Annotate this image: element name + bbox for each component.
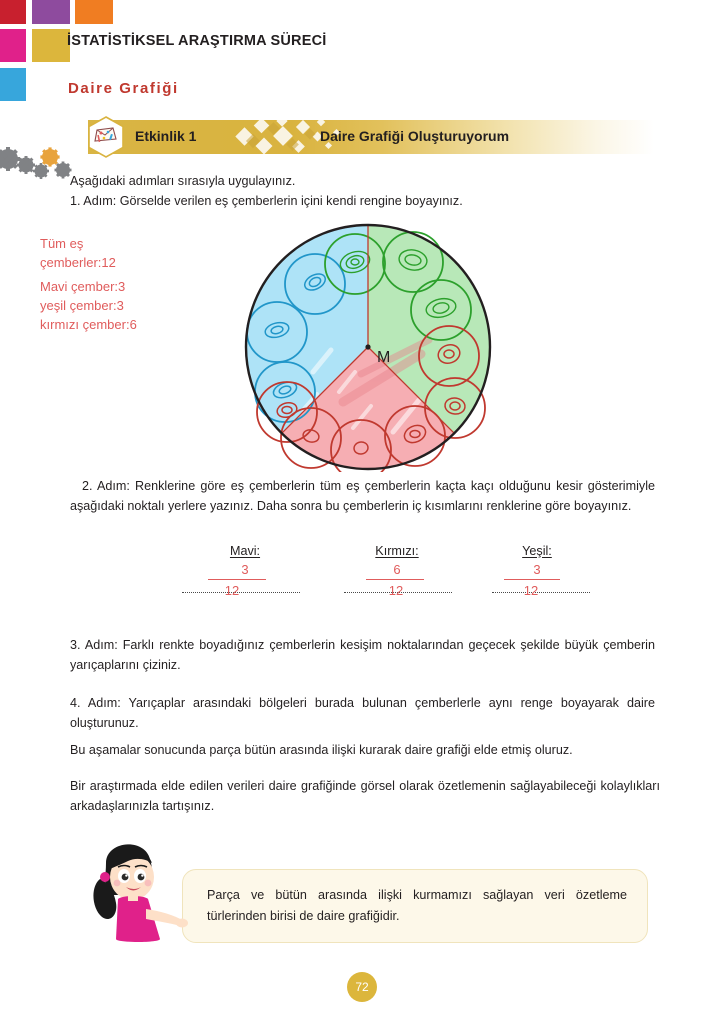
annotation-line-4: yeşil çember:3 xyxy=(40,298,124,313)
fraction-denominator-yesil[interactable]: 12 xyxy=(523,583,539,598)
activity-number-label: Etkinlik 1 xyxy=(135,128,197,144)
color-block-blue xyxy=(0,68,26,101)
page-title: Daire Grafiği xyxy=(68,80,179,97)
activity-badge-icon xyxy=(84,115,128,159)
pie-chart-diagram xyxy=(243,222,493,472)
activity-banner xyxy=(88,120,654,154)
step-4-text: 4. Adım: Yarıçaplar arasındaki bölgeleri burada bulunan çemberlerle aynı renge boyayarak daire oluşturunuz. xyxy=(70,696,655,730)
fraction-group-kirmizi xyxy=(322,544,472,602)
fraction-label-mavi: Mavi: xyxy=(229,544,261,558)
callout-bubble xyxy=(182,869,648,943)
color-block-red xyxy=(0,0,26,24)
center-point xyxy=(365,344,370,349)
color-block-gold xyxy=(32,29,70,62)
color-block-pink xyxy=(0,29,26,62)
conclusion-text: Bu aşamalar sonucunda parça bütün arasında ilişki kurarak daire grafiği elde etmiş oluruz. xyxy=(70,743,573,757)
annotation-line-2: çemberler:12 xyxy=(40,255,116,270)
fraction-label-yesil: Yeşil: xyxy=(522,544,552,558)
discussion-text: Bir araştırmada elde edilen verileri daire grafiğinde görsel olarak özetlemenin sağlayabileceği kolaylıkları arkadaşlarınızla tartışınız. xyxy=(70,779,660,813)
color-block-orange xyxy=(75,0,113,24)
fraction-bar-kirmizi xyxy=(366,579,424,580)
step-1-text: 1. Adım: Görselde verilen eş çemberlerin içini kendi rengine boyayınız. xyxy=(70,194,463,208)
gears-decoration xyxy=(0,133,78,189)
fraction-denominator-mavi[interactable]: 12 xyxy=(224,583,240,598)
unit-title: İSTATİSTİKSEL ARAŞTIRMA SÜRECİ xyxy=(67,33,327,49)
fraction-answers-row xyxy=(0,544,724,606)
fraction-bar-yesil xyxy=(504,579,560,580)
annotation-line-5: kırmızı çember:6 xyxy=(40,317,137,332)
fraction-denominator-kirmizi[interactable]: 12 xyxy=(388,583,404,598)
page-number: 72 xyxy=(347,972,377,1002)
fraction-numerator-mavi[interactable]: 3 xyxy=(241,562,249,577)
girl-character-illustration xyxy=(88,833,194,945)
callout-text: Parça ve bütün arasında ilişki kurmamızı sağlayan veri özetleme türlerinden birisi de daire grafiğidir. xyxy=(207,888,627,923)
step-2-text: 2. Adım: Renklerine göre eş çemberlerin tüm eş çemberlerin kaçta kaçı olduğunu kesir gösterimiyle aşağıdaki noktalı yerlere yazınız. Daha sonra bu çemberlerin iç kısımlarını renklerine göre boyayınız. xyxy=(70,479,655,513)
activity-title: Daire Grafiği Oluşturuyorum xyxy=(320,128,510,144)
annotation-line-3: Mavi çember:3 xyxy=(40,279,126,294)
fraction-numerator-kirmizi[interactable]: 6 xyxy=(393,562,401,577)
center-label: M xyxy=(377,349,391,366)
fraction-group-yesil xyxy=(462,544,612,602)
annotation-line-1: Tüm eş xyxy=(40,236,84,251)
step-3-text: 3. Adım: Farklı renkte boyadığınız çemberlerin kesişim noktalarından geçecek şekilde büyük çemberin yarıçaplarını çiziniz. xyxy=(70,638,655,672)
fraction-label-kirmizi: Kırmızı: xyxy=(375,544,419,558)
intro-text: Aşağıdaki adımları sırasıyla uygulayınız. xyxy=(70,174,296,188)
fraction-numerator-yesil[interactable]: 3 xyxy=(533,562,541,577)
student-annotation xyxy=(40,234,200,334)
fraction-group-mavi xyxy=(170,544,320,602)
color-block-purple xyxy=(32,0,70,24)
fraction-bar-mavi xyxy=(208,579,266,580)
